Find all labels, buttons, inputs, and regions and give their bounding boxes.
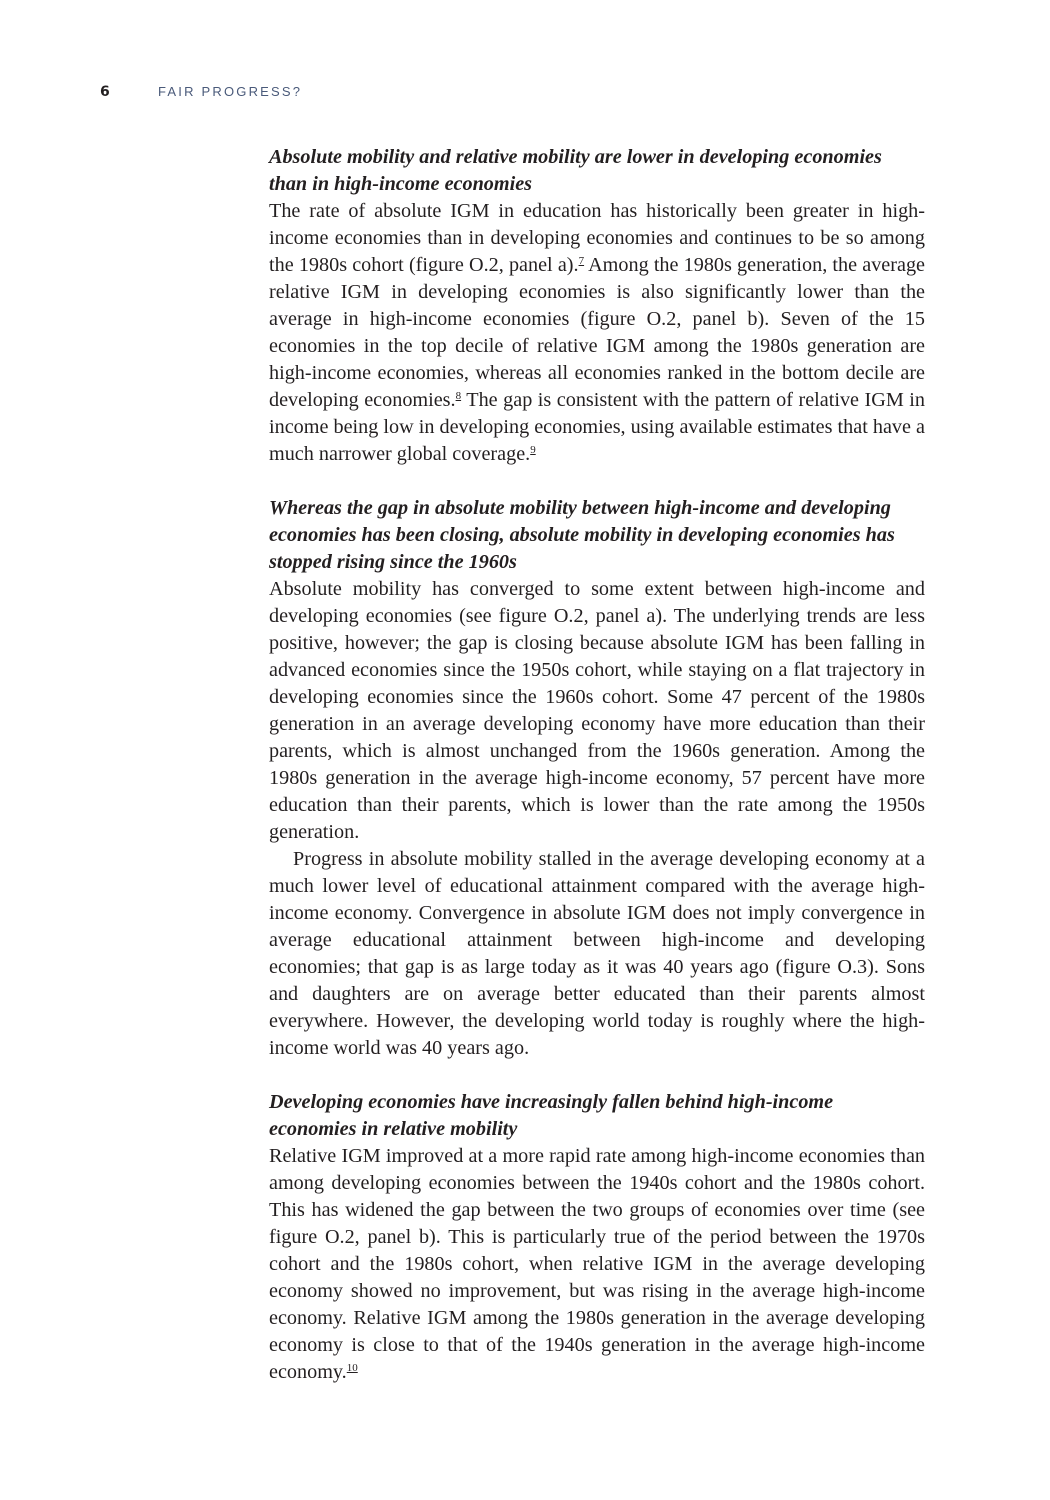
text-run: The gap is consistent with the pattern of relative IGM in income being low in developing economies, using available estimates that have a much narrower global coverage. (269, 389, 925, 465)
section-absolute-relative-lower (269, 144, 925, 468)
text-run: The rate of absolute IGM in education has historically been greater in high-income economies than in developing economies and continues to be so among the 1980s cohort (figure O.2, panel a). (269, 200, 925, 276)
body-paragraph: Progress in absolute mobility stalled in the average developing economy at a much lower level of educational attainment compared with the average high-income economy. Convergence in absolute IGM does not imply convergence in average educational attainment between high-income and developing economies; that gap is as large today as it was 40 years ago (figure O.3). Sons and daughters are on average better educated than their parents almost everywhere. However, the developing world today is roughly where the high-income world was 40 years ago. (269, 848, 925, 1059)
footnote-ref-10[interactable]: 10 (346, 1362, 358, 1374)
running-head (100, 84, 302, 104)
section-heading: Absolute mobility and relative mobility are lower in developing economies than in high-income economies (269, 146, 882, 195)
running-title: FAIR PROGRESS? (158, 84, 303, 99)
section-heading: Developing economies have increasingly fallen behind high-income economies in relative mobility (269, 1091, 834, 1140)
section-relative-fallen-behind (269, 1089, 925, 1386)
section-absolute-gap-closing (269, 495, 925, 1062)
footnote-ref-9[interactable]: 9 (530, 444, 536, 456)
body-paragraph (269, 198, 925, 468)
text-run: Among the 1980s generation, the average relative IGM in developing economies is also significantly lower than the average in high-income economies (figure O.2, panel b). Seven of the 15 economies in the top decile of relative IGM among the 1980s generation are high-income economies, whereas all economies ranked in the bottom decile are developing economies. (269, 254, 926, 411)
footnote-ref-8[interactable]: 8 (455, 390, 462, 402)
footnote-ref-7[interactable]: 7 (578, 255, 585, 267)
text-run: Relative IGM improved at a more rapid rate among high-income economies than among developing economies between the 1940s cohort and the 1980s cohort. This has widened the gap between the two groups of economies over time (see figure O.2, panel b). This is particularly true of the period between the 1970s cohort and the 1980s cohort, when relative IGM in the average developing economy showed no improvement, but was rising in the average high-income economy. Relative IGM among the 1980s generation in the average developing economy is close to that of the 1940s generation in the average high-income economy. (269, 1145, 925, 1383)
body-paragraph (269, 1143, 925, 1386)
section-heading: Whereas the gap in absolute mobility between high-income and developing economies has been closing, absolute mobility in developing economies has stopped rising since the 1960s (269, 497, 895, 573)
page-number: 6 (100, 84, 110, 100)
body-paragraph: Absolute mobility has converged to some extent between high-income and developing economies (see figure O.2, panel a). The underlying trends are less positive, however; the gap is closing because absolute IGM has been falling in advanced economies since the 1950s cohort, while staying on a flat trajectory in developing economies since the 1960s cohort. Some 47 percent of the 1980s generation in an average developing economy have more education than their parents, which is almost unchanged from the 1960s generation. Among the 1980s generation in the average high-income economy, 57 percent have more education than their parents, which is lower than the rate among the 1950s generation. (269, 578, 925, 843)
page-body (269, 144, 925, 1413)
